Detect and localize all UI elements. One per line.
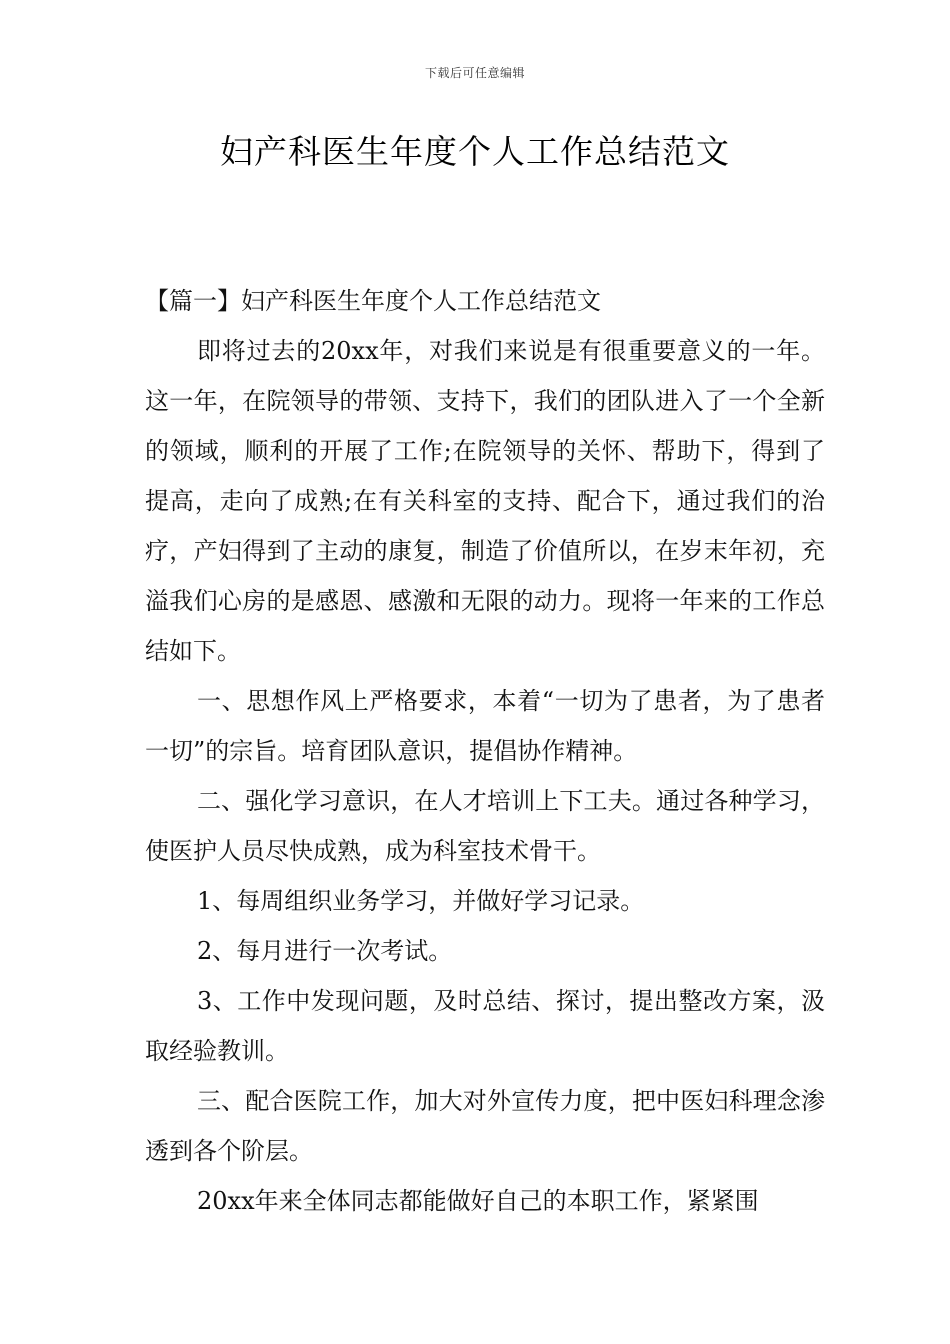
paragraph-item-3: 三、配合医院工作，加大对外宣传力度，把中医妇科理念渗透到各个阶层。 [145,1087,825,1165]
header-note: 下载后可任意编辑 [424,66,525,80]
section-heading: 【篇一】妇产科医生年度个人工作总结范文 [145,287,601,315]
paragraph-intro: 即将过去的20xx年，对我们来说是有很重要意义的一年。这一年，在院领导的带领、支持下，我们的团队进入了一个全新的领域，顺利的开展了工作;在院领导的关怀、帮助下，得到了提高，走向了成熟;在有关科室的支持、配合下，通过我们的治疗，产妇得到了主动的康复，制造了价值所以，在岁末年初，充溢我们心房的是感恩、感激和无限的动力。现将一年来的工作总结如下。 [145,337,825,665]
document-body [145,276,825,1226]
paragraph-item-1: 一、思想作风上严格要求，本着“一切为了患者，为了患者一切”的宗旨。培育团队意识，提倡协作精神。 [145,687,825,765]
paragraph-subitem-2: 2、每月进行一次考试。 [197,937,453,965]
paragraph-closing: 20xx年来全体同志都能做好自己的本职工作，紧紧围 [197,1187,759,1215]
paragraph-subitem-1: 1、每周组织业务学习，并做好学习记录。 [197,887,645,915]
paragraph-subitem-3: 3、工作中发现问题，及时总结、探讨，提出整改方案，汲取经验教训。 [145,987,825,1065]
paragraph-item-2: 二、强化学习意识，在人才培训上下工夫。通过各种学习，使医护人员尽快成熟，成为科室技术骨干。 [145,787,825,865]
document-title: 妇产科医生年度个人工作总结范文 [220,132,730,171]
